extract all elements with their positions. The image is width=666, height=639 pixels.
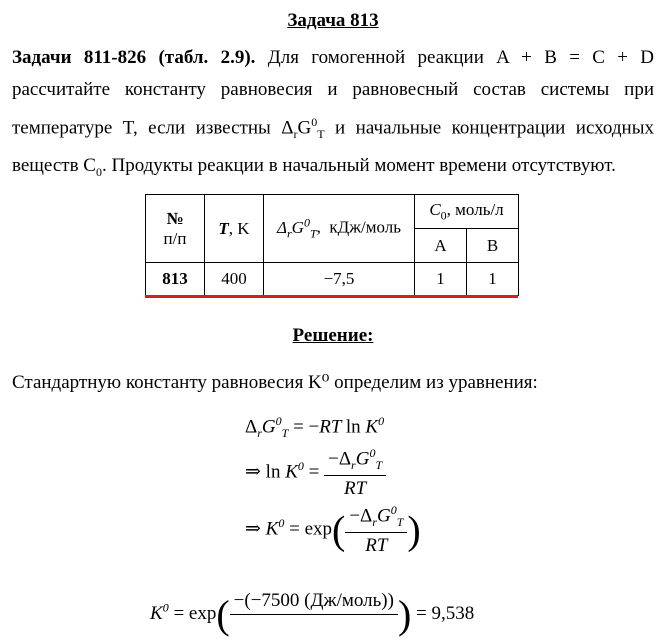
problem-lead: Задачи 811-826 (табл. 2.9).	[12, 47, 256, 68]
header-number: № п/п	[146, 195, 205, 263]
header-b: B	[467, 229, 519, 263]
equation-4: $K^0 = \exp$( −(−7500 (Дж/моль)) ) = 9,538	[150, 590, 475, 637]
solution-heading: Решение:	[292, 325, 374, 346]
cell-b: 1	[467, 263, 519, 296]
parameters-table	[145, 194, 519, 296]
header-gibbs: $\Delta_rG^0_T$, кДж/моль	[264, 195, 415, 263]
table-row	[146, 263, 519, 296]
problem-text-2: и начальные концентрации исходных веществ C	[12, 117, 654, 177]
equation-3: ⇒ $K^0 = \exp$( $\frac{-\Delta_rG^0_T}{RT}$ )	[245, 503, 421, 557]
cell-temperature: 400	[205, 263, 264, 296]
cell-number: 813	[146, 263, 205, 296]
header-temperature: T, K	[205, 195, 264, 263]
cell-gibbs: −7,5	[264, 263, 415, 296]
equation-1: $\Delta_rG^0_T = -RT$ $\ln K^0$	[245, 414, 385, 441]
header-a: A	[415, 229, 467, 263]
header-concentration: $C_0$, моль/л	[415, 195, 519, 229]
problem-statement: Задачи 811-826 (табл. 2.9). Для гомогенной реакции A + B = C + D рассчитайте константу равновесия и равновесный состав системы при температуре T, если известны $\Delta_rG^0_T$ и начальные концентрации исходных веществ $C_0$. Продукты реакции в начальный момент времени отсутствуют.	[12, 47, 654, 179]
problem-text-1: Для гомогенной реакции A + B = C + D рассчитайте константу равновесия и равновесный состав системы при температуре T, если известны Δ	[12, 47, 654, 139]
problem-text-3: . Продукты реакции в начальный момент времени отсутствуют.	[101, 155, 616, 177]
red-underline	[145, 295, 518, 298]
intro-text: Стандартную константу равновесия K⁰ определим из уравнения:	[12, 372, 538, 393]
equation-2: ⇒ $\ln K^0$ = $\frac{-\Delta_rG^0_T}{RT}$	[245, 446, 386, 500]
cell-a: 1	[415, 263, 467, 296]
page-title: Задача 813	[287, 10, 379, 31]
